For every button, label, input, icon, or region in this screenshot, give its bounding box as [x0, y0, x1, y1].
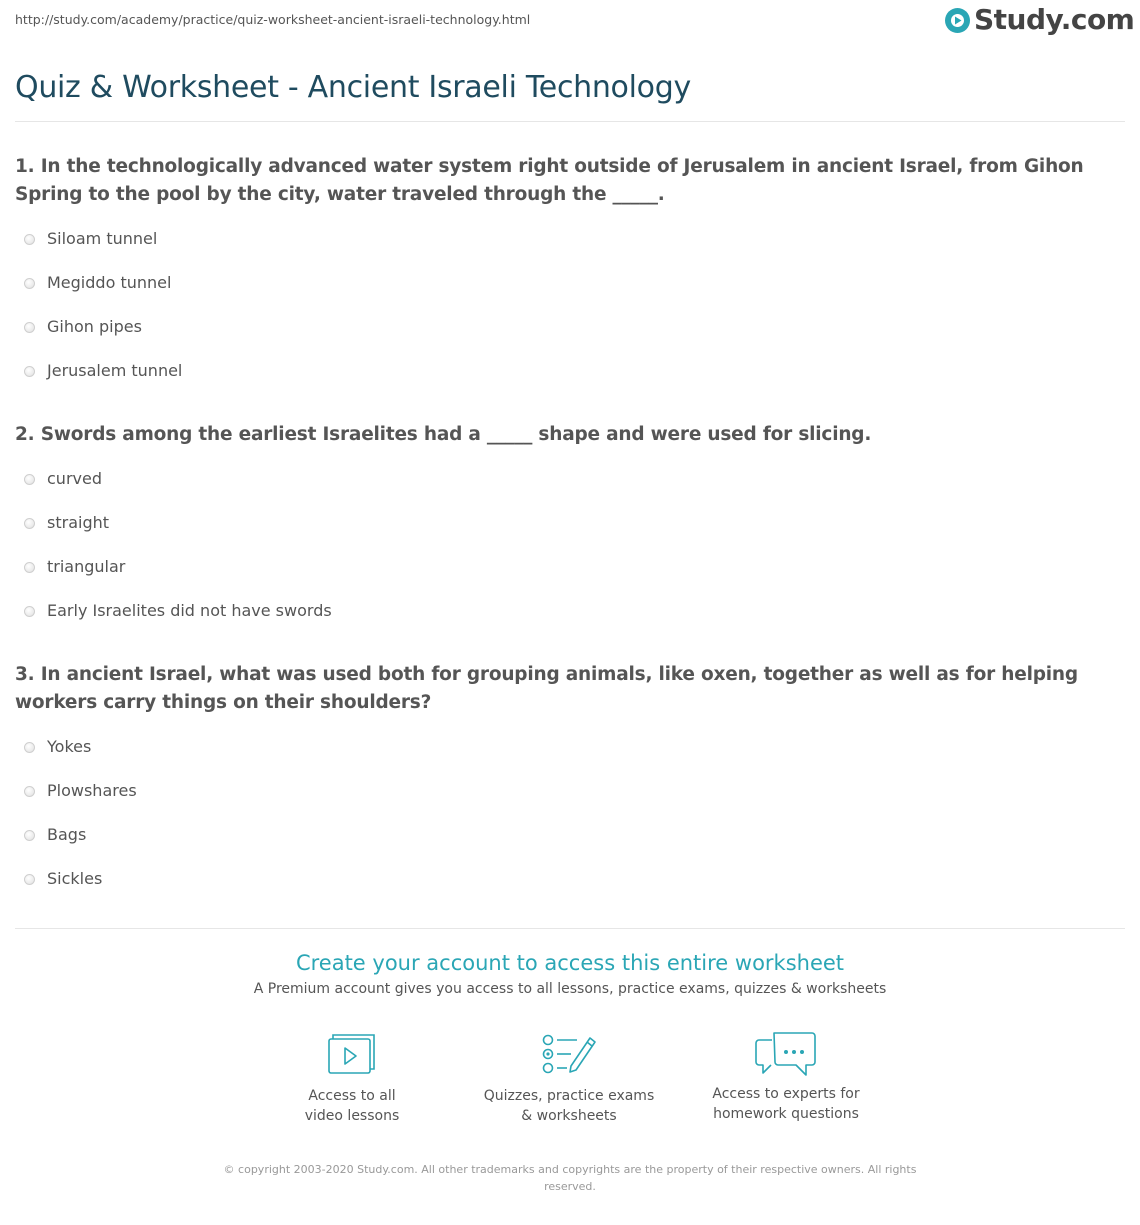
feature-label: Access to experts for homework questions: [712, 1086, 860, 1122]
feature-quizzes: [469, 1032, 669, 1126]
question-text: 1. In the technologically advanced water system right outside of Jerusalem in ancient Israel, from Gihon Spring to the pool by the city, water traveled through the _____.: [15, 156, 1084, 205]
page-title: Quiz & Worksheet - Ancient Israeli Technology: [15, 70, 691, 105]
answer-label: Sickles: [47, 869, 103, 888]
answer-option[interactable]: [15, 271, 1130, 315]
answer-label: straight: [47, 513, 110, 532]
answer-label: triangular: [47, 557, 126, 576]
radio-button[interactable]: [24, 874, 35, 885]
study-logo-icon: [944, 7, 971, 34]
answer-option[interactable]: [15, 511, 1130, 555]
radio-button[interactable]: [24, 474, 35, 485]
radio-button[interactable]: [24, 234, 35, 245]
feature-label: Quizzes, practice exams & worksheets: [483, 1088, 655, 1124]
answer-label: Siloam tunnel: [47, 229, 158, 248]
video-lessons-icon: [326, 1032, 378, 1076]
answer-label: Jerusalem tunnel: [47, 361, 183, 380]
answer-label: Gihon pipes: [47, 317, 142, 336]
answer-option[interactable]: [15, 867, 1130, 911]
answer-option[interactable]: [15, 359, 1130, 403]
radio-button[interactable]: [24, 742, 35, 753]
answer-option[interactable]: [15, 227, 1130, 271]
radio-button[interactable]: [24, 278, 35, 289]
answer-label: curved: [47, 469, 102, 488]
radio-button[interactable]: [24, 322, 35, 333]
radio-button[interactable]: [24, 562, 35, 573]
create-account-link[interactable]: Create your account to access this entire worksheet: [295, 951, 845, 975]
answer-option[interactable]: [15, 779, 1130, 823]
answer-label: Yokes: [47, 737, 92, 756]
radio-button[interactable]: [24, 606, 35, 617]
answer-option[interactable]: [15, 555, 1130, 599]
answer-options: [15, 735, 1130, 911]
question-2: [15, 421, 1130, 643]
question-1: [15, 153, 1130, 403]
answer-options: [15, 467, 1130, 643]
feature-experts: [686, 1032, 886, 1124]
chat-experts-icon: [754, 1030, 818, 1082]
question-3: [15, 661, 1130, 911]
study-logo[interactable]: [944, 3, 1135, 36]
answer-label: Plowshares: [47, 781, 137, 800]
answer-option[interactable]: [15, 599, 1130, 643]
radio-button[interactable]: [24, 786, 35, 797]
radio-button[interactable]: [24, 366, 35, 377]
answer-option[interactable]: [15, 735, 1130, 779]
radio-button[interactable]: [24, 830, 35, 841]
answer-option[interactable]: [15, 315, 1130, 359]
answer-options: [15, 227, 1130, 403]
feature-video-lessons: [252, 1032, 452, 1126]
copyright-notice: © copyright 2003-2020 Study.com. All other trademarks and copyrights are the property of their respective owners. All rights reserved.: [223, 1163, 917, 1193]
page-header: [0, 0, 1140, 56]
page-url[interactable]: http://study.com/academy/practice/quiz-worksheet-ancient-israeli-technology.html: [15, 12, 531, 27]
answer-option[interactable]: [15, 823, 1130, 867]
question-text: 3. In ancient Israel, what was used both for grouping animals, like oxen, together as well as for helping workers carry things on their shoulders?: [15, 664, 1078, 713]
quiz-checklist-icon: [541, 1032, 597, 1076]
study-logo-text: Study.com: [974, 3, 1135, 36]
feature-label: Access to all video lessons: [304, 1088, 400, 1124]
answer-label: Bags: [47, 825, 87, 844]
premium-description: A Premium account gives you access to all lessons, practice exams, quizzes & worksheets: [253, 981, 887, 997]
divider: [15, 928, 1125, 929]
answer-option[interactable]: [15, 467, 1130, 511]
answer-label: Early Israelites did not have swords: [47, 601, 332, 620]
divider: [15, 121, 1125, 122]
answer-label: Megiddo tunnel: [47, 273, 172, 292]
radio-button[interactable]: [24, 518, 35, 529]
question-text: 2. Swords among the earliest Israelites had a _____ shape and were used for slicing.: [15, 424, 872, 445]
